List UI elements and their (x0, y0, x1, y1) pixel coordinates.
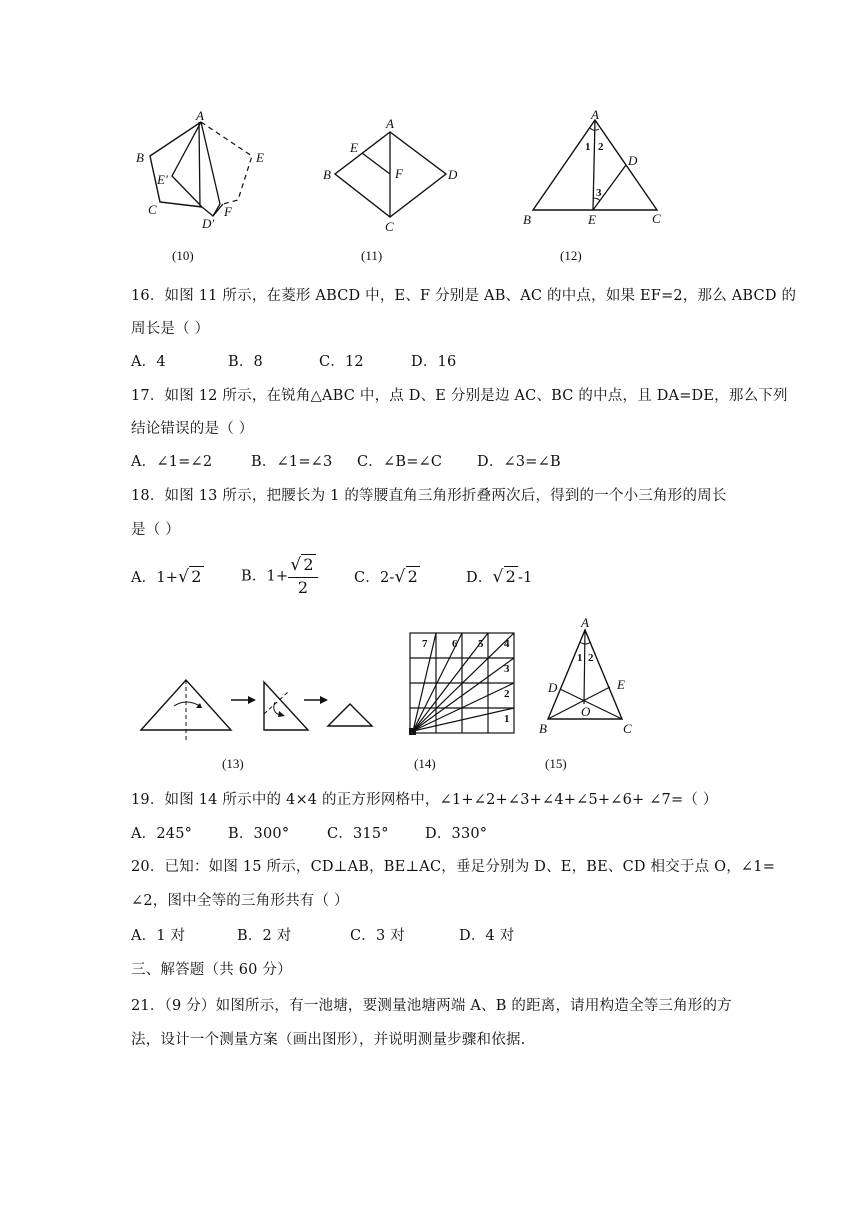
fig15-angle-2: 2 (588, 652, 594, 664)
q18-text-line2: 是（ ） (131, 522, 180, 538)
sqrt-symbol: √ 2 (178, 567, 202, 587)
q18-option-d-prefix: D． (466, 570, 493, 586)
q16-option-d: D．16 (411, 354, 457, 370)
fig11-label-C: C (385, 219, 394, 234)
q18-option-b-fraction (288, 556, 317, 597)
q18-text-line1: 18．如图 13 所示，把腰长为 1 的等腰直角三角形折叠两次后，得到的一个小三角形的周长 (131, 488, 727, 504)
q18-option-b-prefix: B．1+ (241, 568, 289, 585)
figure-15-caption: (15) (545, 756, 567, 771)
fig15-label-E: E (617, 677, 625, 692)
q18-option-d (466, 566, 533, 587)
q20-text-line2: ∠2，图中全等的三角形共有（ ） (131, 893, 349, 909)
fig15-label-O: O (581, 704, 591, 719)
figure-10-caption: (10) (172, 248, 194, 263)
fig10-label-F: F (224, 204, 232, 219)
figure-10-pentagon-fold (130, 108, 280, 232)
fig11-label-A: A (386, 116, 394, 131)
q17-option-a: A．∠1=∠2 (131, 454, 213, 470)
q20-text-line1: 20．已知：如图 15 所示，CD⊥AB，BE⊥AC，垂足分别为 D、E，BE、CD 相交于点 O，∠1= (131, 859, 776, 875)
section-3-title: 三、解答题（共 60 分） (131, 962, 292, 978)
fig12-angle-3: 3 (596, 187, 602, 199)
fig14-angle-3: 3 (504, 663, 510, 675)
q20-option-a: A．1 对 (131, 928, 186, 944)
sqrt-symbol: √ 2 (290, 555, 314, 575)
fig14-angle-6: 6 (452, 638, 458, 650)
q17-option-d: D．∠3=∠B (477, 454, 561, 470)
figure-14-grid (405, 630, 520, 740)
q16-option-c: C．12 (319, 354, 364, 370)
fig12-label-A: A (591, 107, 599, 122)
q18-option-d-radicand: 2 (505, 567, 516, 586)
fig11-label-E: E (350, 140, 358, 155)
fig14-angle-4: 4 (504, 638, 510, 650)
fig10-label-D-prime: D′ (202, 216, 215, 231)
sqrt-symbol: √ 2 (492, 567, 516, 587)
fig12-angle-1: 1 (585, 141, 591, 153)
q17-text-line1: 17．如图 12 所示，在锐角△ABC 中，点 D、E 分别是边 AC、BC 的中点，且 DA=DE，那么下列 (131, 388, 788, 404)
fig11-label-B: B (323, 167, 331, 182)
fig12-label-B: B (523, 212, 531, 227)
q20-option-b: B．2 对 (237, 928, 292, 944)
fig14-angle-1: 1 (504, 713, 510, 725)
fig12-angle-2: 2 (598, 141, 604, 153)
figure-12-triangle (515, 107, 675, 235)
figure-14-caption: (14) (414, 756, 436, 771)
fig15-label-C: C (623, 721, 632, 736)
q19-text-line1: 19．如图 14 所示中的 4×4 的正方形网格中，∠1+∠2+∠3+∠4+∠5+∠6+ ∠7=（ ） (131, 792, 718, 808)
q17-text-line2: 结论错误的是（ ） (131, 421, 254, 437)
q18-option-d-suffix: -1 (517, 570, 533, 586)
q21-text-line2: 法，设计一个测量方案（画出图形），并说明测量步骤和依据. (131, 1032, 526, 1048)
figure-13-folding (138, 670, 388, 750)
q16-option-b: B．8 (228, 354, 263, 370)
q19-option-a: A．245° (131, 826, 193, 842)
fig11-label-F: F (395, 166, 403, 181)
q16-text-line1: 16．如图 11 所示，在菱形 ABCD 中，E、F 分别是 AB、AC 的中点，如果 EF=2，那么 ABCD 的 (131, 288, 797, 304)
fig14-angle-7: 7 (422, 638, 428, 650)
q18-option-c-prefix: C．2- (354, 570, 395, 586)
q21-text-line1: 21．（9 分）如图所示，有一池塘，要测量池塘两端 A、B 的距离，请用构造全等三角形的方 (131, 998, 732, 1014)
fig14-angle-5: 5 (478, 638, 484, 650)
figure-15-triangle (535, 615, 650, 740)
q18-option-a (131, 566, 204, 587)
figure-11-rhombus (320, 112, 470, 237)
q19-option-c: C．315° (327, 826, 389, 842)
q18-option-b-numerator: 2 (303, 555, 314, 574)
q20-option-d: D．4 对 (459, 928, 515, 944)
fig10-label-E-prime: E′ (157, 172, 168, 187)
fig15-label-A: A (581, 615, 589, 630)
q18-option-b (241, 556, 318, 597)
q18-option-b-denominator: 2 (297, 577, 309, 597)
q18-option-c-radicand: 2 (407, 567, 418, 586)
figure-11-caption: (11) (361, 248, 383, 263)
q18-option-a-radicand: 2 (191, 567, 202, 586)
fig10-label-E: E (256, 150, 264, 165)
q19-option-b: B．300° (228, 826, 290, 842)
sqrt-symbol: √ 2 (394, 567, 418, 587)
q17-option-c: C．∠B=∠C (357, 454, 443, 470)
fig12-label-E: E (588, 212, 596, 227)
q19-option-d: D．330° (425, 826, 488, 842)
fig10-label-A: A (196, 108, 204, 123)
fig11-label-D: D (448, 167, 458, 182)
fig14-angle-2: 2 (504, 688, 510, 700)
q18-option-a-prefix: A．1+ (131, 570, 179, 586)
fig12-label-D: D (628, 153, 638, 168)
q16-option-a: A．4 (131, 354, 166, 370)
fig15-label-B: B (539, 721, 547, 736)
q16-text-line2: 周长是（ ） (131, 321, 210, 337)
q18-option-c (354, 566, 420, 587)
fig15-angle-1: 1 (577, 652, 583, 664)
q18-options (131, 555, 591, 602)
q17-option-b: B．∠1=∠3 (251, 454, 333, 470)
figure-13-caption: (13) (222, 756, 244, 771)
fig10-label-C: C (148, 202, 157, 217)
fig15-label-D: D (548, 680, 558, 695)
fig10-label-B: B (136, 150, 144, 165)
q20-option-c: C．3 对 (350, 928, 405, 944)
figure-12-caption: (12) (560, 248, 582, 263)
fig12-label-C: C (652, 211, 661, 226)
